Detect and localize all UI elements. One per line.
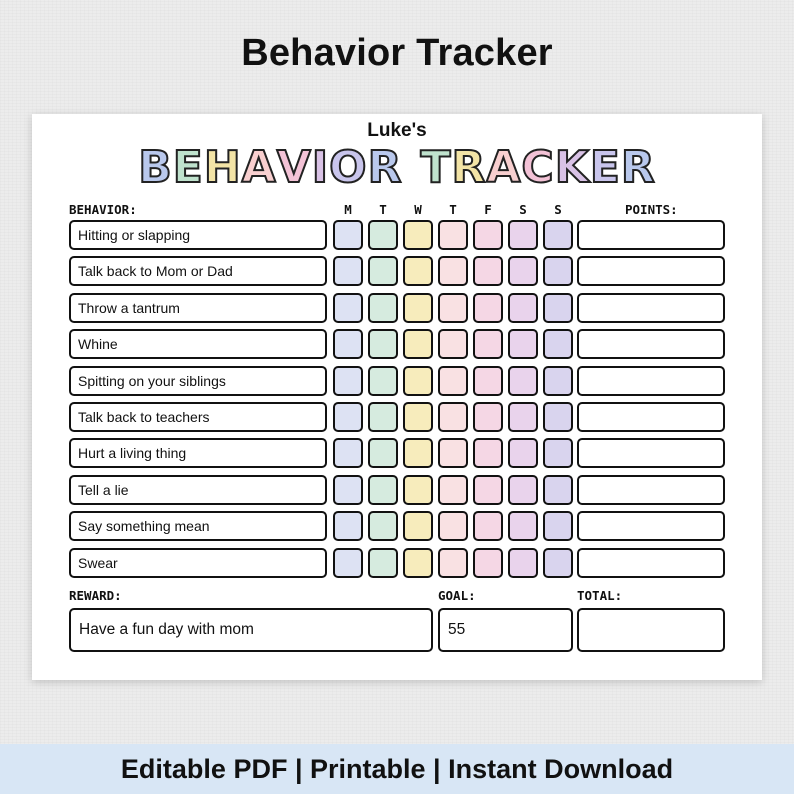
goal-label: GOAL: (438, 588, 476, 603)
day-checkbox[interactable] (403, 511, 433, 541)
title-letter: I (311, 142, 330, 193)
day-checkbox[interactable] (438, 329, 468, 359)
reward-field[interactable]: Have a fun day with mom (69, 608, 433, 652)
day-checkbox[interactable] (333, 329, 363, 359)
page-headline: Behavior Tracker (241, 32, 553, 74)
title-letter: T (420, 142, 452, 193)
day-checkbox[interactable] (438, 220, 468, 250)
day-checkbox[interactable] (368, 548, 398, 578)
day-checkbox[interactable] (403, 220, 433, 250)
title-letter: H (203, 142, 242, 193)
title-letter: R (367, 142, 403, 193)
behavior-field[interactable]: Whine (69, 329, 327, 359)
day-checkbox[interactable] (473, 366, 503, 396)
day-checkbox[interactable] (333, 438, 363, 468)
behavior-field[interactable]: Spitting on your siblings (69, 366, 327, 396)
day-checkbox[interactable] (508, 475, 538, 505)
day-checkbox[interactable] (473, 511, 503, 541)
day-checkbox[interactable] (368, 366, 398, 396)
day-checkbox[interactable] (473, 293, 503, 323)
day-checkbox[interactable] (333, 511, 363, 541)
day-checkbox[interactable] (438, 475, 468, 505)
day-checkbox[interactable] (368, 293, 398, 323)
title-letter: A (241, 142, 277, 193)
title-letter: C (521, 142, 555, 193)
day-checkbox[interactable] (403, 366, 433, 396)
day-header: F (484, 202, 492, 217)
day-checkbox[interactable] (333, 366, 363, 396)
day-checkbox[interactable] (403, 329, 433, 359)
day-checkbox[interactable] (368, 402, 398, 432)
total-field[interactable] (577, 608, 725, 652)
day-checkbox[interactable] (508, 511, 538, 541)
behavior-column-header: BEHAVIOR: (69, 202, 137, 217)
day-checkbox[interactable] (368, 329, 398, 359)
day-checkbox[interactable] (543, 438, 573, 468)
day-header: S (554, 202, 562, 217)
day-checkbox[interactable] (403, 438, 433, 468)
day-checkbox[interactable] (403, 256, 433, 286)
day-checkbox[interactable] (473, 475, 503, 505)
bottom-banner: Editable PDF | Printable | Instant Download (0, 744, 794, 794)
day-header: S (519, 202, 527, 217)
day-checkbox[interactable] (473, 329, 503, 359)
day-checkbox[interactable] (543, 293, 573, 323)
day-checkbox[interactable] (543, 475, 573, 505)
tracker-sheet (32, 114, 762, 680)
day-checkbox[interactable] (403, 402, 433, 432)
day-checkbox[interactable] (368, 438, 398, 468)
day-checkbox[interactable] (508, 293, 538, 323)
day-checkbox[interactable] (543, 220, 573, 250)
day-checkbox[interactable] (438, 256, 468, 286)
day-checkbox[interactable] (438, 402, 468, 432)
points-field[interactable] (577, 475, 725, 505)
behavior-field[interactable]: Say something mean (69, 511, 327, 541)
day-checkbox[interactable] (438, 438, 468, 468)
day-header: T (379, 202, 387, 217)
day-checkbox[interactable] (368, 511, 398, 541)
goal-field[interactable]: 55 (438, 608, 573, 652)
day-checkbox[interactable] (543, 366, 573, 396)
day-checkbox[interactable] (473, 548, 503, 578)
day-checkbox[interactable] (508, 366, 538, 396)
points-field[interactable] (577, 366, 725, 396)
behavior-field[interactable]: Tell a lie (69, 475, 327, 505)
behavior-field[interactable]: Swear (69, 548, 327, 578)
points-field[interactable] (577, 438, 725, 468)
behavior-field[interactable]: Hurt a living thing (69, 438, 327, 468)
day-checkbox[interactable] (473, 220, 503, 250)
day-checkbox[interactable] (368, 256, 398, 286)
day-checkbox[interactable] (438, 511, 468, 541)
day-checkbox[interactable] (333, 220, 363, 250)
owner-name: Luke's (367, 120, 427, 141)
day-checkbox[interactable] (508, 220, 538, 250)
day-checkbox[interactable] (473, 438, 503, 468)
day-checkbox[interactable] (438, 548, 468, 578)
day-checkbox[interactable] (333, 548, 363, 578)
day-checkbox[interactable] (333, 475, 363, 505)
day-checkbox[interactable] (543, 329, 573, 359)
title-letter: A (486, 142, 522, 193)
points-field[interactable] (577, 220, 725, 250)
day-checkbox[interactable] (508, 402, 538, 432)
day-checkbox[interactable] (508, 548, 538, 578)
title-letter: R (451, 142, 487, 193)
day-checkbox[interactable] (333, 256, 363, 286)
reward-label: REWARD: (69, 588, 122, 603)
day-checkbox[interactable] (368, 220, 398, 250)
behavior-field[interactable]: Throw a tantrum (69, 293, 327, 323)
day-checkbox[interactable] (543, 511, 573, 541)
day-checkbox[interactable] (403, 548, 433, 578)
points-field[interactable] (577, 329, 725, 359)
day-checkbox[interactable] (473, 402, 503, 432)
tracker-title (32, 138, 762, 198)
points-field[interactable] (577, 402, 725, 432)
behavior-field[interactable]: Talk back to teachers (69, 402, 327, 432)
day-checkbox[interactable] (438, 293, 468, 323)
behavior-field[interactable]: Hitting or slapping (69, 220, 327, 250)
day-checkbox[interactable] (403, 293, 433, 323)
points-field[interactable] (577, 256, 725, 286)
day-checkbox[interactable] (403, 475, 433, 505)
day-checkbox[interactable] (333, 293, 363, 323)
points-field[interactable] (577, 548, 725, 578)
title-letter: K (554, 142, 590, 193)
title-letter: B (138, 142, 173, 193)
day-header: T (449, 202, 457, 217)
day-checkbox[interactable] (508, 438, 538, 468)
day-checkbox[interactable] (508, 329, 538, 359)
day-checkbox[interactable] (543, 256, 573, 286)
day-checkbox[interactable] (543, 548, 573, 578)
day-checkbox[interactable] (508, 256, 538, 286)
day-checkbox[interactable] (368, 475, 398, 505)
day-checkbox[interactable] (438, 366, 468, 396)
behavior-field[interactable]: Talk back to Mom or Dad (69, 256, 327, 286)
title-letter: R (620, 142, 656, 193)
day-header: W (414, 202, 422, 217)
title-letter: V (276, 142, 312, 193)
day-header: M (344, 202, 352, 217)
day-checkbox[interactable] (333, 402, 363, 432)
title-letter: O (329, 142, 368, 193)
title-letter: E (172, 142, 204, 193)
title-letter: E (589, 142, 621, 193)
points-field[interactable] (577, 511, 725, 541)
points-field[interactable] (577, 293, 725, 323)
points-column-header: POINTS: (625, 202, 678, 217)
day-checkbox[interactable] (543, 402, 573, 432)
total-label: TOTAL: (577, 588, 623, 603)
day-checkbox[interactable] (473, 256, 503, 286)
